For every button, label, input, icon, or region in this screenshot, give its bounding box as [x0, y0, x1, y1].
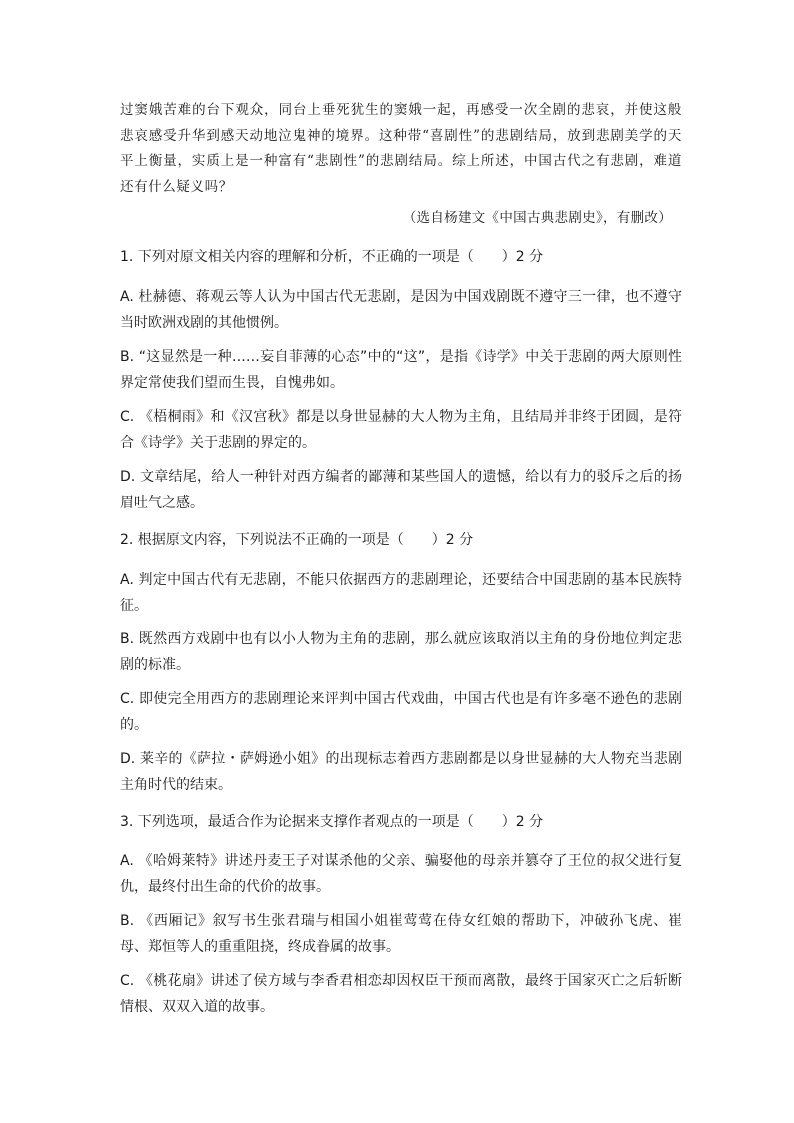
question-2-option-a: A. 判定中国古代有无悲剧，不能只依据西方的悲剧理论，还要结合中国悲剧的基本民族特征。 — [120, 572, 682, 614]
question-1-option-d: D. 文章结尾，给人一种针对西方编者的鄙薄和某些国人的遗憾，给以有力的驳斥之后的扬眉吐气之感。 — [120, 469, 682, 511]
question-3-option-b: B. 《西厢记》叙写书生张君瑞与相国小姐崔莺莺在侍女红娘的帮助下，冲破孙飞虎、崔母、郑恒等人的重重阻挠，终成眷属的故事。 — [120, 913, 682, 955]
question-3-option-c: C. 《桃花扇》讲述了侯方域与李香君相恋却因权臣干预而离散，最终于国家灭亡之后斩断情根、双双入道的故事。 — [120, 973, 682, 1015]
question-1-option-a: A. 杜赫德、蒋观云等人认为中国古代无悲剧，是因为中国戏剧既不遵守三一律，也不遵守当时欧洲戏剧的其他惯例。 — [120, 289, 682, 331]
passage-excerpt: 过窦娥苦难的台下观众，同台上垂死犹生的窦娥一起，再感受一次全剧的悲哀，并使这般悲哀感受升华到感天动地泣鬼神的境界。这种带“喜剧性”的悲剧结局，放到悲剧美学的天平上衡量，实质上是一种富有“悲剧性”的悲剧结局。综上所述，中国古代之有悲剧，难道还有什么疑义吗？ — [120, 102, 682, 195]
question-2-option-b: B. 既然西方戏剧中也有以小人物为主角的悲剧，那么就应该取消以主角的身份地位判定悲剧的标准。 — [120, 631, 682, 673]
question-1-option-c: C. 《梧桐雨》和《汉宫秋》都是以身世显赫的大人物为主角，且结局并非终于团圆，是符合《诗学》关于悲剧的界定的。 — [120, 409, 682, 451]
question-3-stem: 3. 下列选项，最适合作为论据来支撑作者观点的一项是（ ）2 分 — [120, 814, 544, 830]
question-2-option-c: C. 即使完全用西方的悲剧理论来评判中国古代戏曲，中国古代也是有许多毫不逊色的悲剧的。 — [120, 691, 682, 733]
question-2-stem: 2. 根据原文内容，下列说法不正确的一项是（ ）2 分 — [120, 532, 474, 548]
question-2-option-d: D. 莱辛的《萨拉・萨姆逊小姐》的出现标志着西方悲剧都是以身世显赫的大人物充当悲剧主角时代的结束。 — [120, 751, 682, 793]
question-1-option-b: B. “这显然是一种……妄自菲薄的心态”中的“这”，是指《诗学》中关于悲剧的两大原则性界定常使我们望而生畏，自愧弗如。 — [120, 349, 682, 391]
source-citation: （选自杨建文《中国古典悲剧史》，有删改） — [402, 210, 672, 226]
question-3-option-a: A. 《哈姆莱特》讲述丹麦王子对谋杀他的父亲、骗娶他的母亲并篡夺了王位的叔父进行复仇，最终付出生命的代价的故事。 — [120, 853, 682, 895]
question-1-stem: 1. 下列对原文相关内容的理解和分析，不正确的一项是（ ）2 分 — [120, 249, 544, 265]
